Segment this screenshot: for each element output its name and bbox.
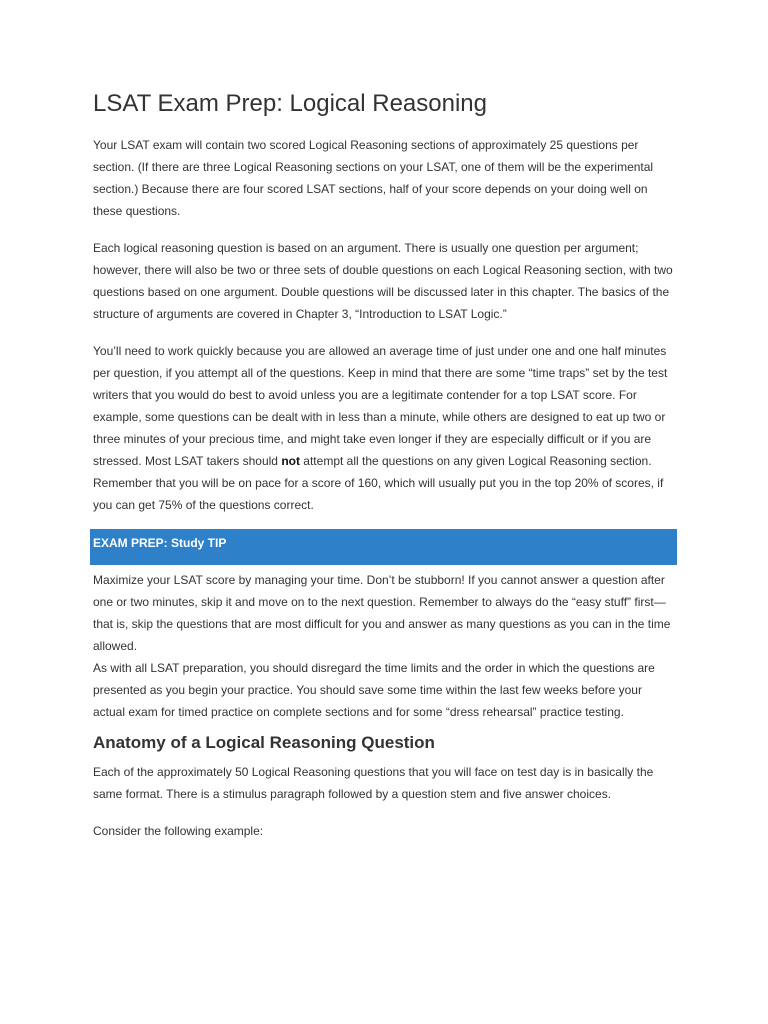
timing-paragraph [93,340,677,516]
argument-paragraph: Each logical reasoning question is based on an argument. There is usually one question per argument; however, there will also be two or three sets of double questions on each Logical Reasoning section, with two questions based on one argument. Double questions will be discussed later in this chapter. The basics of the structure of arguments are covered in Chapter 3, “Introduction to LSAT Logic.” [93,241,673,321]
document-page [93,88,677,842]
format-paragraph: Each of the approximately 50 Logical Reasoning questions that you will face on test day is in basically the same format. There is a stimulus paragraph followed by a question stem and five answer choices. [93,765,654,801]
timing-text-before: You’ll need to work quickly because you are allowed an average time of just under one and one half minutes per question, if you attempt all of the questions. Keep in mind that there are some “time traps” set by the test writers that you would do best to avoid unless you are a legitimate contender for a top LSAT score. For example, some questions can be dealt with in less than a minute, while others are designed to eat up two or three minutes of your precious time, and might take even longer if they are especially difficult or if you are stressed. Most LSAT takers should [93,344,668,468]
study-tip-paragraph: Maximize your LSAT score by managing your time. Don’t be stubborn! If you cannot answer a question after one or two minutes, skip it and move on to the next question. Remember to always do the “easy stuff” first—that is, skip the questions that are most difficult for you and answer as many questions as you can in the time allowed. [93,573,671,653]
example-intro: Consider the following example: [93,824,264,838]
practice-paragraph: As with all LSAT preparation, you should disregard the time limits and the order in which the questions are presented as you begin your practice. You should save some time within the last few weeks before your actual exam for timed practice on complete sections and for some “dress rehearsal” practice testing. [93,661,655,719]
timing-text-after: attempt all the questions on any given Logical Reasoning section. Remember that you will be on pace for a score of 160, which will usually put you in the top 20% of scores, if you can get 75% of the questions correct. [93,454,664,512]
study-tip-banner: EXAM PREP: Study TIP [90,529,677,565]
section-heading: Anatomy of a Logical Reasoning Question [93,733,435,752]
page-title: LSAT Exam Prep: Logical Reasoning [93,90,487,117]
timing-bold-word: not [281,454,300,468]
intro-paragraph: Your LSAT exam will contain two scored Logical Reasoning sections of approximately 25 questions per section. (If there are three Logical Reasoning sections on your LSAT, one of them will be the experimental section.) Because there are four scored LSAT sections, half of your score depends on your doing well on these questions. [93,138,654,218]
